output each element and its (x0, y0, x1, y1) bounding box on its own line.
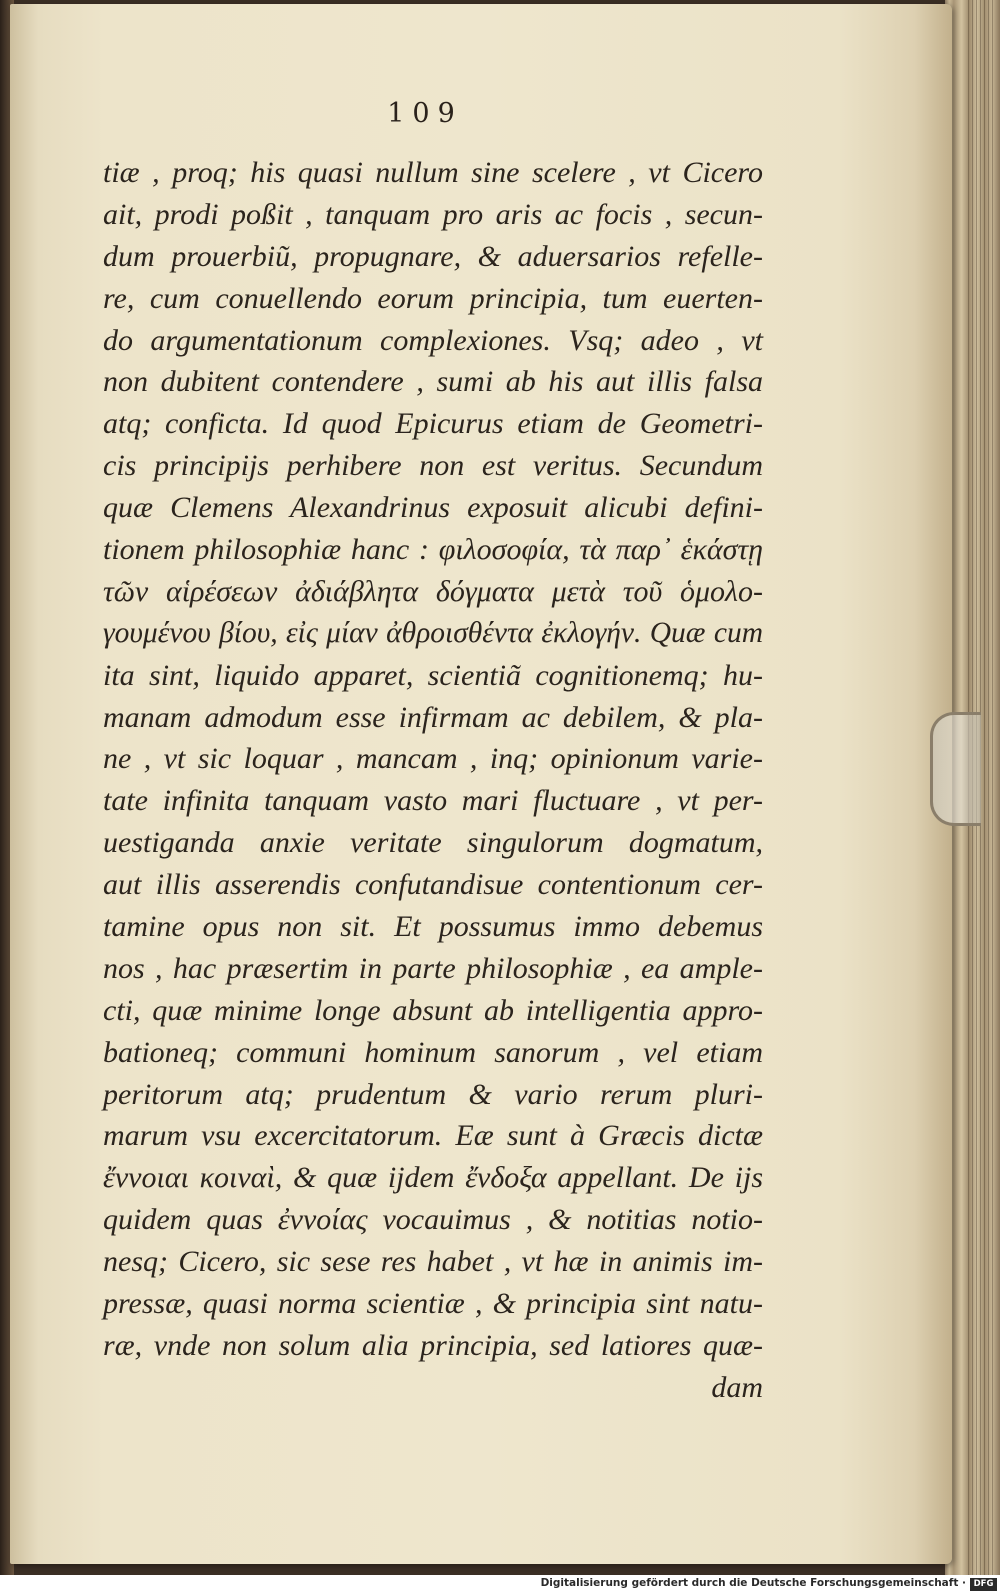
text-line: manam admodum esse infirmam ac debilem, & pla- (103, 700, 763, 734)
funding-credit: Digitalisierung gefördert durch die Deutsche Forschungsgemeinschaft · (540, 1577, 966, 1589)
text-line: aut illis asserendis confutandisue contentionum cer- (103, 868, 763, 902)
text-line: cis principijs perhibere non est veritus. Secundum (103, 449, 763, 483)
text-line: tionem philosophiæ hanc : φιλοσοφία, τὰ παρ᾽ ἑκάστῃ (103, 533, 763, 567)
text-line: cti, quæ minime longe absunt ab intelligentia appro- (103, 993, 763, 1027)
text-line: nesq; Cicero, sic sese res habet , vt hæ in animis im- (103, 1245, 763, 1279)
text-line: quidem quas ἐννοίας vocauimus , & notitias notio- (103, 1203, 763, 1237)
text-line: ait, prodi poßit , tanquam pro aris ac focis , secun- (103, 197, 763, 231)
text-line: atq; conficta. Id quod Epicurus etiam de Geometri- (103, 407, 763, 441)
text-line: do argumentationum complexiones. Vsq; adeo , vt (103, 323, 763, 357)
catchword: dam (711, 1370, 763, 1404)
text-line: pressæ, quasi norma scientiæ , & principia sint natu- (103, 1287, 763, 1321)
text-line: quæ Clemens Alexandrinus exposuit alicubi defini- (103, 491, 763, 525)
text-line: tamine opus non sit. Et possumus immo debemus (103, 910, 763, 944)
text-line: marum vsu excercitatorum. Eæ sunt à Græcis dictæ (103, 1119, 763, 1153)
page-number: 109 (387, 98, 463, 129)
text-line: tiæ , proq; his quasi nullum sine scelere , vt Cicero (103, 156, 763, 189)
text-line: bationeq; communi hominum sanorum , vel etiam (103, 1035, 763, 1069)
footer-bar (0, 1575, 1000, 1594)
text-line: tate infinita tanquam vasto mari fluctuare , vt per- (103, 784, 763, 818)
text-line: nos , hac præsertim in parte philosophiæ , ea ample- (103, 951, 763, 985)
text-line: ræ, vnde non solum alia principia, sed latiores quæ- (103, 1328, 763, 1362)
dfg-logo: DFG (970, 1578, 997, 1591)
text-line: non dubitent contendere , sumi ab his aut illis falsa (103, 365, 763, 399)
text-line: ἔννοιαι κοιναὶ, & quæ ijdem ἔνδοξα appellant. De ijs (103, 1161, 763, 1195)
text-line: dum prouerbiũ, propugnare, & aduersarios refelle- (103, 239, 763, 273)
text-line: re, cum conuellendo eorum principia, tum euerten- (103, 281, 763, 315)
text-line: peritorum atq; prudentum & vario rerum pluri- (103, 1077, 763, 1111)
text-line: ita sint, liquido apparet, scientiã cognitionemq; hu- (103, 658, 763, 692)
text-line: uestiganda anxie veritate singulorum dogmatum, (103, 826, 763, 860)
text-line: γουμένου βίου, εἰς μίαν ἀθροισθέντα ἐκλογήν. Quæ cum (103, 616, 763, 649)
page-text (103, 152, 763, 1409)
page-clip (930, 712, 981, 826)
text-line: τῶν αἱρέσεων ἀδιάβλητα δόγματα μετὰ τοῦ ὁμολο- (103, 574, 763, 608)
text-line: ne , vt sic loquar , mancam , inq; opinionum varie- (103, 742, 763, 776)
